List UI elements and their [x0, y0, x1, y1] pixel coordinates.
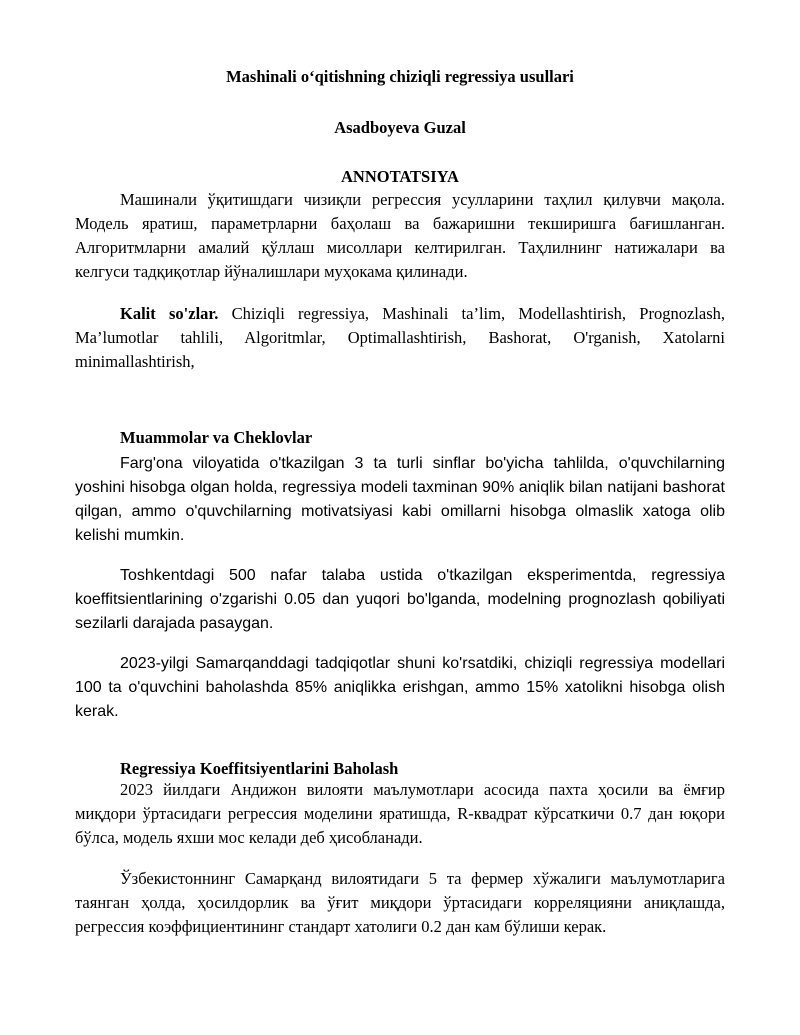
section-heading-coefficients: Regressiya Koeffitsiyentlarini Baholash	[120, 759, 399, 778]
section-heading-problems: Muammolar va Cheklovlar	[120, 428, 313, 447]
paper-title: Mashinali o‘qitishning chiziqli regressiya usullari	[226, 67, 574, 86]
author-name: Asadboyeva Guzal	[334, 118, 466, 137]
annotation-paragraph: Машинали ўқитишдаги чизиқли регрессия усулларини таҳлил қилувчи мақола. Модель яратиш, параметрларни баҳолаш ва бажаришни текширишга бағишланган. Алгоритмларни амалий қўллаш мисоллари келтирилган. Таҳлилнинг натижалари ва келгуси тадқиқотлар йўналишлари муҳокама қилинади.	[75, 190, 725, 281]
keywords-text: Chiziqli regressiya, Mashinali ta’lim, Modellashtirish, Prognozlash, Ma’lumotlar tahlili, Algoritmlar, Optimallashtirish, Bashorat, O'rganish, Xatolarni minimallashtirish,	[75, 304, 725, 371]
problems-paragraph-3: 2023-yilgi Samarqanddagi tadqiqotlar shuni ko'rsatdiki, chiziqli regressiya modellari 100 ta o'quvchini baholashda 85% aniqlikka erishgan, ammo 15% xatolikni hisobga olish kerak.	[75, 655, 725, 720]
problems-paragraph-1: Farg'ona viloyatida o'tkazilgan 3 ta turli sinflar bo'yicha tahlilda, o'quvchilarning yoshini hisobga olgan holda, regressiya modeli taxminan 90% aniqlik bilan natijani bashorat qilgan, ammo o'quvchilarning motivatsiyasi kabi omillarni hisobga olmaslik xatoga olib kelishi mumkin.	[75, 455, 725, 544]
annotation-heading: ANNOTATSIYA	[341, 167, 459, 186]
coefficients-paragraph-1: 2023 йилдаги Андижон вилояти маълумотлари асосида пахта ҳосили ва ёмғир миқдори ўртасидаги регрессия моделини яратишда, R-квадрат кўрсаткичи 0.7 дан юқори бўлса, модель яхши мос келади деб ҳисобланади.	[75, 780, 725, 847]
keywords-paragraph	[75, 302, 725, 374]
problems-paragraph-2: Toshkentdagi 500 nafar talaba ustida o'tkazilgan eksperimentda, regressiya koeffitsientlarining o'zgarishi 0.05 dan yuqori bo'lganda, modelning prognozlash qobiliyati sezilarli darajada pasaygan.	[75, 567, 725, 632]
coefficients-paragraph-2: Ўзбекистоннинг Самарқанд вилоятидаги 5 та фермер хўжалиги маълумотларига таянган ҳолда, ҳосилдорлик ва ўғит миқдори ўртасидаги корреляцияни аниқлашда, регрессия коэффициентининг стандарт хатолиги 0.2 дан кам бўлиши керак.	[75, 869, 725, 936]
keywords-label: Kalit so'zlar.	[120, 304, 219, 323]
